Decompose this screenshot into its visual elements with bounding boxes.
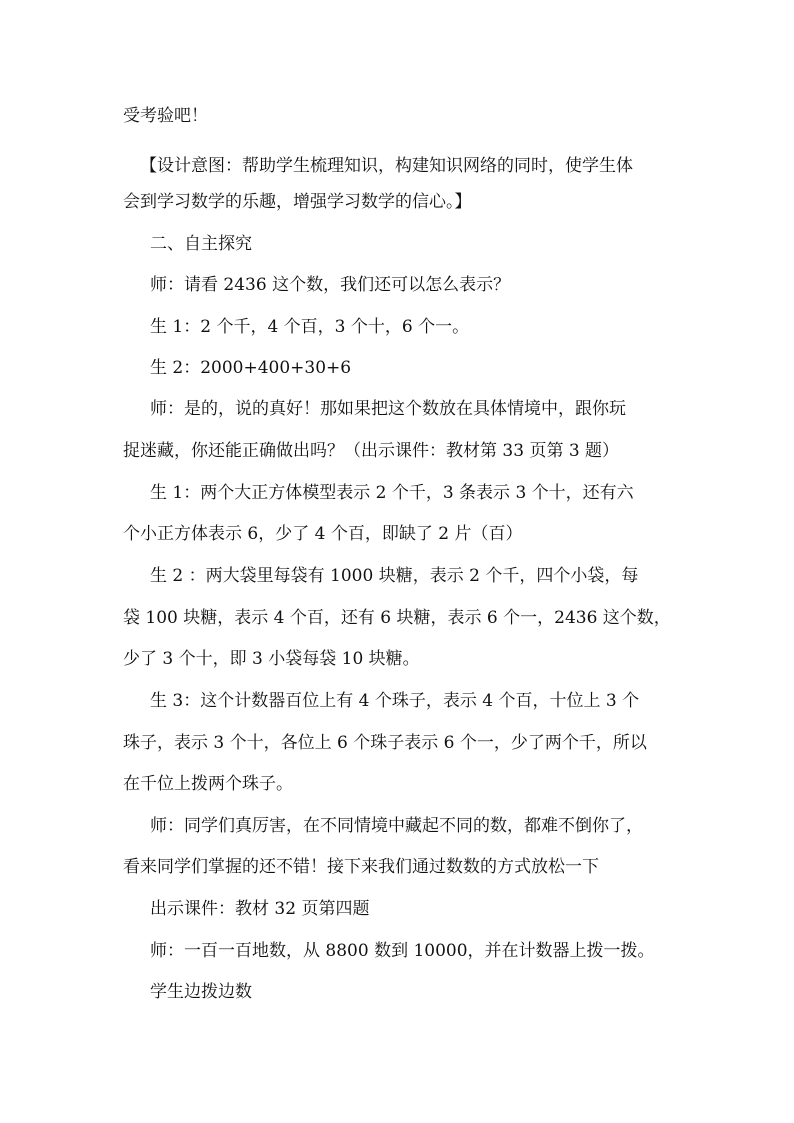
paragraph-line: 学生边拨边数 (150, 982, 252, 1002)
paragraph-line: 在千位上拨两个珠子。 (123, 774, 293, 794)
paragraph-line: 个小正方体表示 6，少了 4 个百，即缺了 2 片（百） (123, 524, 523, 544)
paragraph-line: 生 1：两个大正方体模型表示 2 个千，3 条表示 3 个十，还有六 (150, 483, 634, 503)
paragraph-line: 生 3：这个计数器百位上有 4 个珠子，表示 4 个百，十位上 3 个 (150, 691, 640, 711)
paragraph-line: 生 2：2000+400+30+6 (150, 358, 352, 378)
paragraph-line: 少了 3 个十，即 3 小袋每袋 10 块糖。 (123, 649, 420, 669)
paragraph-line: 师：一百一百地数，从 8800 数到 10000，并在计数器上拨一拨。 (150, 941, 655, 961)
paragraph-line: 受考验吧！ (123, 106, 208, 126)
paragraph-line: 生 2 ：两大袋里每袋有 1000 块糖，表示 2 个千，四个小袋，每 (150, 566, 639, 586)
paragraph-line: 师：请看 2436 这个数，我们还可以怎么表示？ (150, 275, 511, 295)
paragraph-line: 师：同学们真厉害，在不同情境中藏起不同的数，都难不倒你了， (150, 816, 643, 836)
design-intent-line: 【设计意图：帮助学生梳理知识，构建知识网络的同时，使学生体 (140, 156, 633, 176)
paragraph-line: 捉迷藏，你还能正确做出吗？（出示课件：教材第 33 页第 3 题） (123, 441, 620, 461)
paragraph-line: 珠子，表示 3 个十，各位上 6 个珠子表示 6 个一，少了两个千，所以 (123, 733, 647, 753)
paragraph-line: 师：是的，说的真好！那如果把这个数放在具体情境中，跟你玩 (150, 399, 626, 419)
paragraph-line: 出示课件：教材 32 页第四题 (150, 899, 370, 919)
section-heading: 二、自主探究 (150, 234, 252, 254)
paragraph-line: 生 1：2 个千，4 个百，3 个十，6 个一。 (150, 317, 470, 337)
paragraph-line: 袋 100 块糖，表示 4 个百，还有 6 块糖，表示 6 个一，2436 这个数， (123, 608, 671, 628)
paragraph-line: 看来同学们掌握的还不错！接下来我们通过数数的方式放松一下 (123, 857, 599, 877)
design-intent-line: 会到学习数学的乐趣，增强学习数学的信心。】 (123, 192, 472, 212)
